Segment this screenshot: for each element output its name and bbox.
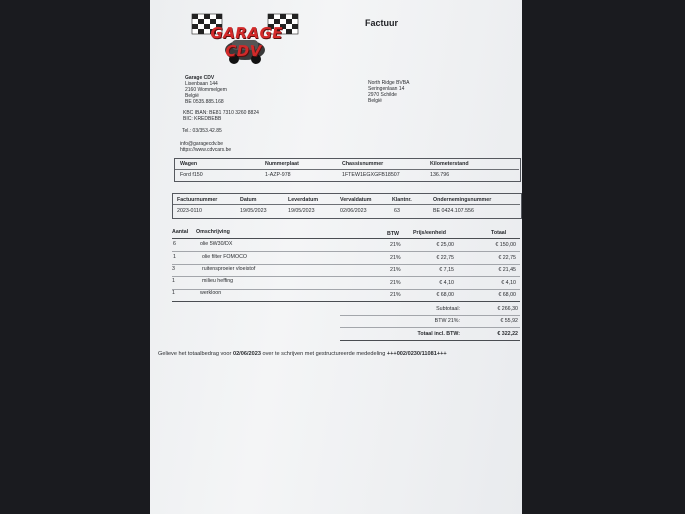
document-title: Factuur xyxy=(365,18,399,28)
vehicle-car: Ford f150 xyxy=(180,172,203,178)
invoice-number: 2023-0110 xyxy=(177,208,202,214)
customer-country: België xyxy=(368,98,382,104)
subtotal-label: Subtotaal: xyxy=(436,306,460,312)
invoice-date: 19/05/2023 xyxy=(240,208,267,214)
company-bic: BIC: KREDBEBB xyxy=(183,116,222,122)
lines-header-price: Prijs/eenheid xyxy=(413,230,446,236)
vehicle-header-mileage: Kilometerstand xyxy=(430,161,469,167)
line-vat: 21% xyxy=(390,242,401,248)
line-vat: 21% xyxy=(390,280,401,286)
company-email[interactable]: info@garagecdv.be xyxy=(180,141,224,147)
line-total: € 68,00 xyxy=(498,292,516,298)
company-logo xyxy=(190,10,300,68)
line-total: € 4,10 xyxy=(501,280,516,286)
line-price: € 25,00 xyxy=(436,242,454,248)
company-country: België xyxy=(185,93,199,99)
line-desc: olie 5W30/DX xyxy=(200,241,233,247)
line-price: € 22,75 xyxy=(436,255,454,261)
company-website[interactable]: https://www.cdvcars.be xyxy=(180,147,232,153)
vehicle-chassis: 1FTEW1EGXGFB18507 xyxy=(342,172,400,178)
invoice-customer-number: 63 xyxy=(394,208,400,214)
lines-header-total: Totaal xyxy=(491,230,507,236)
invoice-header-number: Factuurnummer xyxy=(177,197,218,203)
line-qty: 1 xyxy=(173,254,176,260)
line-total: € 22,75 xyxy=(498,255,516,261)
line-qty: 1 xyxy=(172,290,175,296)
line-qty: 1 xyxy=(172,278,175,284)
invoice-header-date: Datum xyxy=(240,197,257,203)
invoice-header-customer: Klantnr. xyxy=(392,197,412,203)
payment-instruction xyxy=(158,351,447,357)
vat-total-value: € 55,92 xyxy=(500,318,518,324)
line-price: € 7,15 xyxy=(439,267,454,273)
invoice-company-number: BE 0424.107.556 xyxy=(433,208,474,214)
logo-text: GARAGE CDV xyxy=(208,24,285,60)
lines-header-qty: Aantal xyxy=(172,229,189,235)
invoice-delivery-date: 19/05/2023 xyxy=(288,208,315,214)
line-desc: milieu heffing xyxy=(202,278,234,284)
vat-total-label: BTW 21%: xyxy=(434,318,460,324)
payment-text-1: Gelieve het totaalbedrag voor xyxy=(158,351,233,357)
company-name: Garage CDV xyxy=(185,75,215,81)
line-qty: 6 xyxy=(173,241,176,247)
vehicle-plate: 1-AZP-978 xyxy=(265,172,291,178)
vehicle-mileage: 136.796 xyxy=(430,172,450,178)
line-desc: olie filter FOMOCO xyxy=(202,254,248,260)
payment-due-date: 02/06/2023 xyxy=(232,351,261,357)
customer-city: 2970 Schilde xyxy=(368,92,397,98)
invoice-header-due: Vervaldatum xyxy=(340,197,372,203)
line-qty: 3 xyxy=(172,266,175,272)
customer-name: North Ridge BVBA xyxy=(368,80,410,86)
grand-total-label: Totaal incl. BTW: xyxy=(417,331,460,337)
line-desc: ruitensproeier vloeistof xyxy=(202,266,256,272)
vehicle-header-car: Wagen xyxy=(180,161,198,167)
company-phone: Tel.: 03/353.42.85 xyxy=(182,128,222,134)
line-total: € 150,00 xyxy=(495,242,516,248)
line-vat: 21% xyxy=(390,255,401,261)
customer-street: Seringenlaan 14 xyxy=(368,86,405,92)
grand-total-value: € 322,22 xyxy=(497,331,518,337)
line-price: € 4,10 xyxy=(439,280,454,286)
vehicle-header-plate: Nummerplaat xyxy=(265,161,299,167)
company-iban: KBC IBAN: BE81 7310 3260 8824 xyxy=(183,110,259,116)
line-price: € 68,00 xyxy=(436,292,454,298)
invoice-header-delivery: Leverdatum xyxy=(288,197,319,203)
payment-reference: +++002/0230/11081+++ xyxy=(386,351,447,357)
invoice-page xyxy=(150,0,522,514)
company-vat: BE 0535.885.168 xyxy=(185,99,224,105)
invoice-header-company-number: Ondernemingsnummer xyxy=(433,197,492,203)
lines-header-desc: Omschrijving xyxy=(196,229,230,235)
company-city: 2160 Wommelgem xyxy=(185,87,227,93)
payment-text-2: over te schrijven met gestructureerde mededeling xyxy=(260,351,387,357)
line-vat: 21% xyxy=(390,267,401,273)
line-total: € 21,45 xyxy=(498,267,516,273)
line-vat: 21% xyxy=(390,292,401,298)
vehicle-header-chassis: Chassisnummer xyxy=(342,161,384,167)
line-desc: werkloon xyxy=(200,290,222,296)
lines-header-vat: BTW xyxy=(387,231,400,237)
invoice-due-date: 02/06/2023 xyxy=(340,208,367,214)
subtotal-value: € 266,30 xyxy=(497,306,518,312)
company-street: Lisenbaan 144 xyxy=(185,81,218,87)
